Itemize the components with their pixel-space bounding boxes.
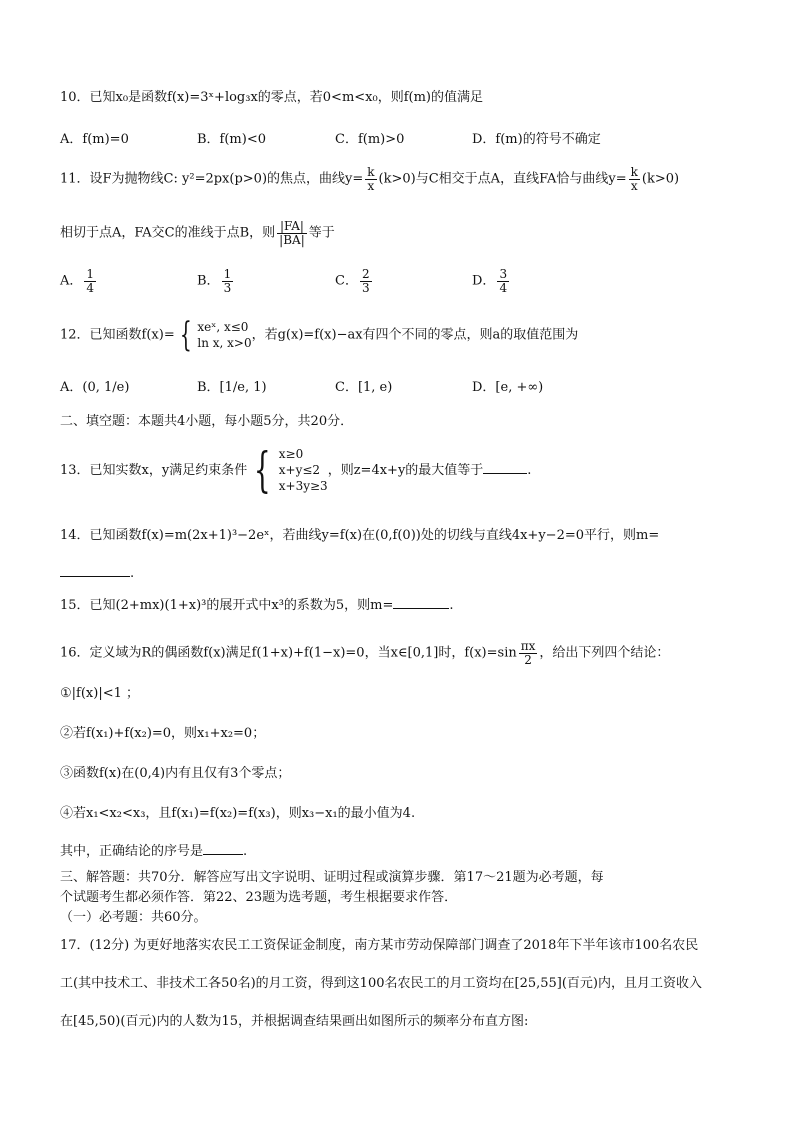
q11-option-b-label: B． xyxy=(197,273,220,289)
section3-line3: （一）必考题：共60分。 xyxy=(60,910,207,925)
q11-stem-line2-part1: 相切于点A，FA交C的准线于点B，则 xyxy=(60,225,276,241)
q16-conclusion-4: ④若x₁<x₂<x₃，且f(x₁)=f(x₂)=f(x₃)，则x₃−x₁的最小值为4. xyxy=(60,806,416,821)
section3-line1: 三、解答题：共70分．解答应写出文字说明、证明过程或演算步骤．第17～21题为必考题，每 xyxy=(60,870,604,885)
q16-conclusion-2: ②若f(x₁)+f(x₂)=0，则x₁+x₂=0； xyxy=(60,726,266,741)
q11-stem-part1: 11．设F为抛物线C: y²=2px(p>0)的焦点，曲线y= xyxy=(60,171,364,187)
q13-constraint-3: x+3y≥3 xyxy=(278,479,328,494)
q11-option-d-label: D． xyxy=(472,273,496,289)
q14-end: . xyxy=(130,566,135,581)
q11-ratio xyxy=(277,220,307,246)
q11-option-a-den: 4 xyxy=(86,280,95,295)
q11-stem-line2-part2: 等于 xyxy=(308,225,335,241)
q11-stem-part3: (k>0) xyxy=(641,171,680,187)
q13-stem-part2: ，则z=4x+y的最大值等于 xyxy=(327,462,484,478)
q14-stem: 14．已知函数f(x)=m(2x+1)³−2eˣ，若曲线y=f(x)在(0,f(0))处的切线与直线4x+y−2=0平行，则m= xyxy=(60,528,660,543)
q12-option-d: D．[e, +∞) xyxy=(472,380,544,395)
q10-option-c: C．f(m)>0 xyxy=(335,132,405,147)
q11-option-d-num: 3 xyxy=(499,267,508,281)
q11-frac2-num: k xyxy=(630,165,638,179)
q16-conclusion-3: ③函数f(x)在(0,4)内有且仅有3个零点； xyxy=(60,766,291,781)
q14-answer-line xyxy=(60,566,754,583)
q11-fraction-2 xyxy=(629,166,640,192)
q10-option-d: D．f(m)的符号不确定 xyxy=(472,132,601,147)
q12-case2: ln x, x>0 xyxy=(197,336,252,350)
q11-option-c-label: C． xyxy=(335,273,358,289)
q13-answer-blank[interactable] xyxy=(483,473,527,474)
q13-constraints xyxy=(247,442,328,499)
left-brace-icon: { xyxy=(254,442,271,499)
q15-stem-text: 15．已知(2+mx)(1+x)³的展开式中x³的系数为5，则m= xyxy=(60,598,394,613)
q10-option-b: B．f(m)<0 xyxy=(197,132,266,147)
q11-option-d xyxy=(472,268,511,294)
q16-stem-part1: 16．定义域为R的偶函数f(x)满足f(1+x)+f(1−x)=0，当x∈[0,1]时，f(x)=sin xyxy=(60,645,517,661)
q12-option-c: C．[1, e) xyxy=(335,380,393,395)
q17-line2: 工(其中技术工、非技术工各50名)的月工资，得到这100名农民工的月工资均在[25,55](百元)内，且月工资收入 xyxy=(60,976,703,991)
q16-fraction xyxy=(519,640,538,666)
q16-stem xyxy=(60,640,754,666)
q16-tail xyxy=(60,844,754,861)
q10-option-a: A．f(m)=0 xyxy=(60,132,129,147)
q11-fraction-1 xyxy=(365,166,376,192)
q13-stem-part1: 13．已知实数x，y满足约束条件 xyxy=(60,462,248,478)
section2-heading: 二、填空题：本题共4小题，每小题5分，共20分． xyxy=(60,414,354,429)
q11-option-b-den: 3 xyxy=(223,280,232,295)
q17-line3: 在[45,50)(百元)内的人数为15，并根据调查结果画出如图所示的频率分布直方图: xyxy=(60,1014,529,1029)
q13-constraint-2: x+y≤2 xyxy=(278,463,321,478)
q12-stem xyxy=(60,315,754,355)
q13-constraint-1: x≥0 xyxy=(278,447,304,461)
q11-option-a xyxy=(60,268,98,294)
q15-answer-blank[interactable] xyxy=(393,608,449,609)
q11-frac1-den: x xyxy=(367,178,375,193)
q11-ratio-den: |BA| xyxy=(279,232,305,247)
q11-option-b-num: 1 xyxy=(223,267,232,281)
q11-ratio-num: |FA| xyxy=(277,220,307,234)
q16-stem-part2: ，给出下列四个结论： xyxy=(539,645,670,661)
q11-stem-line1 xyxy=(60,166,754,192)
q11-option-c xyxy=(335,268,374,294)
q12-case1: xeˣ, x≤0 xyxy=(197,319,249,334)
q11-frac1-num: k xyxy=(367,165,375,179)
q16-tail-text: 其中，正确结论的序号是 xyxy=(60,844,204,859)
q12-piecewise xyxy=(175,315,252,355)
q13-end: . xyxy=(527,462,532,478)
q16-answer-blank[interactable] xyxy=(203,854,243,855)
q15-end: . xyxy=(449,598,454,613)
q12-stem-part2: ，若g(x)=f(x)−ax有四个不同的零点，则a的取值范围为 xyxy=(251,327,579,343)
q11-stem-line2 xyxy=(60,220,754,246)
q14-answer-blank[interactable] xyxy=(60,576,130,577)
q16-frac-den: 2 xyxy=(524,652,532,667)
q16-conclusion-1: ①|f(x)|<1 ； xyxy=(60,686,139,701)
q16-frac-num: πx xyxy=(520,639,536,653)
q11-option-a-label: A． xyxy=(60,273,83,289)
q11-frac2-den: x xyxy=(630,178,638,193)
q12-option-b: B．[1/e, 1) xyxy=(197,380,267,395)
q12-option-a: A．(0, 1/e) xyxy=(60,380,130,395)
q17-line1: 17．(12分) 为更好地落实农民工工资保证金制度，南方某市劳动保障部门调查了2018年下半年该市100名农民 xyxy=(60,938,699,953)
q11-option-d-den: 4 xyxy=(499,280,508,295)
q11-option-c-num: 2 xyxy=(361,267,370,281)
q10-stem: 10．已知x₀是函数f(x)=3ˣ+log₃x的零点，若0<m<x₀，则f(m)的值满足 xyxy=(60,90,483,105)
left-brace-icon: { xyxy=(179,315,192,355)
q11-option-a-num: 1 xyxy=(86,267,95,281)
q11-stem-part2: (k>0)与C相交于点A，直线FA恰与曲线y= xyxy=(378,171,627,187)
q13-stem xyxy=(60,442,754,499)
q12-stem-part1: 12．已知函数f(x)= xyxy=(60,327,175,343)
section3-line2: 个试题考生都必须作答．第22、23题为选考题，考生根据要求作答． xyxy=(60,890,458,905)
q11-option-b xyxy=(197,268,235,294)
q15-stem xyxy=(60,598,754,615)
q11-option-c-den: 3 xyxy=(361,280,370,295)
q16-tail-end: . xyxy=(243,844,248,859)
